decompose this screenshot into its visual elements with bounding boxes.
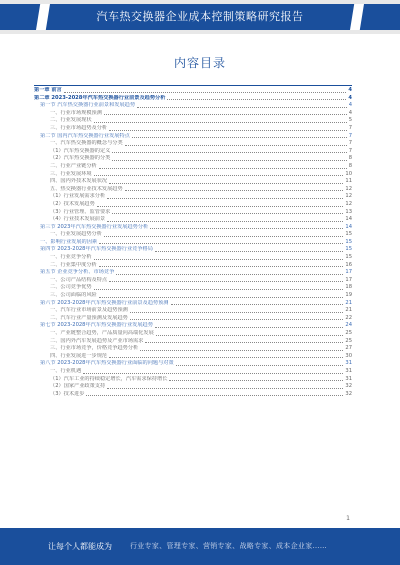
toc-entry[interactable] xyxy=(34,322,352,330)
toc-entry-text: 二、行业产业链分析 xyxy=(50,162,97,169)
page-number: 1 xyxy=(346,515,350,522)
toc-leader-dots xyxy=(99,266,344,267)
toc-entry-text: 三、行业市场趋势及分析 xyxy=(50,124,108,131)
toc-entry[interactable] xyxy=(34,193,352,201)
toc-entry-page: 24 xyxy=(345,322,352,329)
toc-entry-text: （2）技术发展趋势 xyxy=(50,200,95,207)
toc-entry[interactable] xyxy=(34,383,352,391)
toc-entry-page: 11 xyxy=(345,178,352,185)
toc-leader-dots xyxy=(112,213,343,214)
toc-entry-page: 4 xyxy=(348,102,352,109)
toc-entry[interactable] xyxy=(34,87,352,95)
toc-entry-text: 第七节 2023-2028年汽车热交换器行业发展趋势 xyxy=(40,322,153,329)
toc-entry[interactable] xyxy=(34,353,352,361)
toc-entry-page: 32 xyxy=(345,390,352,397)
toc-leader-dots xyxy=(169,380,343,381)
toc-leader-dots xyxy=(64,92,347,93)
toc-entry[interactable] xyxy=(34,201,352,209)
toc-leader-dots xyxy=(94,259,344,260)
page-footer xyxy=(0,528,400,565)
toc-leader-dots xyxy=(137,107,347,108)
toc-entry[interactable] xyxy=(34,345,352,353)
toc-leader-dots xyxy=(125,145,347,146)
document-title: 汽车热交换器企业成本控制策略研究报告 xyxy=(96,10,304,23)
toc-entry-text: 第六节 2023-2028年汽车热交换器行业前景及趋势预测 xyxy=(40,299,169,306)
toc-entry[interactable] xyxy=(34,148,352,156)
toc-entry[interactable] xyxy=(34,163,352,171)
toc-leader-dots xyxy=(155,251,343,252)
toc-entry-text: 第八节 2023-2028年汽车热交换器行业面临的问题与对策 xyxy=(40,360,174,367)
toc-entry-page: 25 xyxy=(345,337,352,344)
toc-entry-page: 19 xyxy=(345,292,352,299)
toc-entry-text: 第四节 2023-2028年汽车热交换器行业竞争格局 xyxy=(40,246,153,253)
toc-leader-dots xyxy=(176,365,344,366)
toc-entry-text: 一、汽车行业市场前景及趋势预测 xyxy=(50,307,128,314)
toc-entry-page: 12 xyxy=(345,193,352,200)
toc-entry-page: 16 xyxy=(345,261,352,268)
toc-leader-dots xyxy=(130,312,344,313)
toc-entry[interactable] xyxy=(34,307,352,315)
toc-entry[interactable] xyxy=(34,209,352,217)
toc-entry-page: 7 xyxy=(348,124,352,131)
toc-leader-dots xyxy=(156,335,344,336)
toc-entry[interactable] xyxy=(34,360,352,368)
toc-entry[interactable] xyxy=(34,102,352,110)
toc-entry-text: 五、热交换器行业技术发展趋势 xyxy=(50,185,123,192)
toc-entry-page: 7 xyxy=(348,140,352,147)
toc-entry-text: 一、行业竞争分析 xyxy=(50,254,92,261)
toc-entry[interactable] xyxy=(34,239,352,247)
toc-entry-text: 三、行业市场竞争，价格竞争趋势分析 xyxy=(50,345,139,352)
toc-leader-dots xyxy=(97,206,344,207)
page-header xyxy=(0,0,400,34)
toc-entry-text: （1）汽车热交换器的定义 xyxy=(50,147,111,154)
toc-entry[interactable] xyxy=(34,292,352,300)
toc-entry-page: 8 xyxy=(348,162,352,169)
toc-entry-page: 17 xyxy=(345,269,352,276)
toc-entry-text: 第一节 汽车热交换器行业前景和发展趋势 xyxy=(40,102,136,109)
toc-leader-dots xyxy=(171,304,344,305)
toc-entry-text: 三、公司面临的风险 xyxy=(50,292,97,299)
toc-entry-text: （1）行业发展需求分析 xyxy=(50,193,106,200)
toc-leader-dots xyxy=(155,327,343,328)
toc-entry-text: 第二节 国内汽车热交换器行业发展特点 xyxy=(40,132,130,139)
toc-entry[interactable] xyxy=(34,254,352,262)
toc-entry[interactable] xyxy=(34,269,352,277)
toc-entry-page: 18 xyxy=(345,284,352,291)
toc-leader-dots xyxy=(99,297,344,298)
toc-entry[interactable] xyxy=(34,376,352,384)
toc-entry[interactable] xyxy=(34,186,352,194)
toc-entry[interactable] xyxy=(34,262,352,270)
toc-entry-text: 第二章 2023-2028年汽车热交换器行业前景及趋势分析 xyxy=(34,94,166,101)
toc-entry-page: 5 xyxy=(348,117,352,124)
toc-entry-text: （2）汽车热交换器的分类 xyxy=(50,155,111,162)
toc-leader-dots xyxy=(99,243,343,244)
toc-entry[interactable] xyxy=(34,300,352,308)
toc-entry-page: 4 xyxy=(348,109,352,116)
toc-entry-page: 30 xyxy=(345,352,352,359)
toc-entry-text: 二、行业集中度分析 xyxy=(50,261,97,268)
toc-entry-text: 第一章 前言 xyxy=(34,87,62,93)
toc-entry-text: 二、国内外汽车发展趋势及产业市场需求 xyxy=(50,337,144,344)
toc-entry-page: 17 xyxy=(345,276,352,283)
toc-entry-text: 一、行业发展趋势分析 xyxy=(50,231,102,238)
toc-leader-dots xyxy=(167,99,346,100)
toc-entry-page: 15 xyxy=(345,231,352,238)
toc-entry[interactable] xyxy=(34,391,352,399)
toc-heading: 内容目录 xyxy=(173,56,226,70)
toc-entry-page: 14 xyxy=(345,223,352,230)
footer-roles: 行业专家、管理专家、营销专家、战略专家、成本企业家…… xyxy=(130,542,328,550)
toc-leader-dots xyxy=(86,395,343,396)
toc-entry-page: 13 xyxy=(345,208,352,215)
toc-entry-page: 27 xyxy=(345,345,352,352)
toc-entry-text: 一、公司产品结构及特点 xyxy=(50,276,108,283)
toc-leader-dots xyxy=(109,130,347,131)
toc-entry-text: 一、行业市场规模预测 xyxy=(50,109,102,116)
toc-entry-page: 31 xyxy=(345,375,352,382)
toc-entry-page: 15 xyxy=(345,238,352,245)
toc-leader-dots xyxy=(150,228,343,229)
toc-leader-dots xyxy=(94,289,344,290)
toc-top-rule xyxy=(34,85,352,86)
toc-leader-dots xyxy=(94,175,344,176)
toc-entry[interactable] xyxy=(34,125,352,133)
toc-entry-text: 一、影响行业发展的因素 xyxy=(40,238,98,245)
toc-entry[interactable] xyxy=(34,231,352,239)
toc-entry[interactable] xyxy=(34,284,352,292)
toc-entry-page: 22 xyxy=(345,314,352,321)
toc-leader-dots xyxy=(125,190,344,191)
toc-leader-dots xyxy=(132,137,347,138)
toc-entry[interactable] xyxy=(34,315,352,323)
toc-entry-text: 第五节 企业竞争分析、市场竞争 xyxy=(40,269,115,276)
toc-leader-dots xyxy=(107,198,343,199)
toc-leader-dots xyxy=(112,160,346,161)
toc-entry[interactable] xyxy=(34,95,352,103)
toc-leader-dots xyxy=(104,114,347,115)
toc-entry[interactable] xyxy=(34,178,352,186)
toc-leader-dots xyxy=(83,373,343,374)
toc-entry-text: 四、国内外技术发展状况 xyxy=(50,178,108,185)
toc-entry-page: 12 xyxy=(345,185,352,192)
toc-entry-page: 7 xyxy=(348,147,352,154)
toc-leader-dots xyxy=(140,350,343,351)
toc-entry[interactable] xyxy=(34,277,352,285)
toc-entry-text: （4）行业技术发展前景 xyxy=(50,216,106,223)
toc-leader-dots xyxy=(130,319,344,320)
toc-entry-page: 8 xyxy=(348,155,352,162)
toc-entry-page: 25 xyxy=(345,330,352,336)
toc-entry-text: 第三节 2023年汽车热交换器行业发展趋势分析 xyxy=(40,223,149,230)
toc-entry[interactable] xyxy=(34,246,352,254)
toc-leader-dots xyxy=(104,236,344,237)
toc-entry-page: 32 xyxy=(345,383,352,390)
toc-rows xyxy=(34,87,352,398)
toc-entry[interactable] xyxy=(34,368,352,376)
footer-slogan: 让每个人都能成为 xyxy=(48,542,112,551)
toc-entry-page: 4 xyxy=(348,94,352,101)
toc-entry[interactable] xyxy=(34,133,352,141)
toc-entry-page: 21 xyxy=(345,299,352,306)
toc-entry-text: （3）行业管理、监管要求 xyxy=(50,208,111,215)
toc-entry-text: 二、公司竞争优势 xyxy=(50,284,92,291)
toc-entry-page: 15 xyxy=(345,254,352,261)
toc-leader-dots xyxy=(107,388,343,389)
toc-entry[interactable] xyxy=(34,330,352,338)
toc-entry-page: 12 xyxy=(345,200,352,207)
toc-entry[interactable] xyxy=(34,224,352,232)
toc-entry-page: 15 xyxy=(345,246,352,253)
toc-entry-page: 31 xyxy=(345,360,352,367)
table-of-contents xyxy=(34,85,352,398)
toc-entry[interactable] xyxy=(34,155,352,163)
toc-entry-text: （1）汽车工业的持续稳定增长，汽车需求保持增长 xyxy=(50,375,168,382)
toc-entry-text: 一、汽车热交换器的概念与分类 xyxy=(50,140,123,147)
toc-entry[interactable] xyxy=(34,117,352,125)
toc-entry-text: 四、行业发展进一步规范 xyxy=(50,352,108,359)
toc-entry-text: 二、汽车行业产量预测及发展趋势 xyxy=(50,314,128,321)
toc-leader-dots xyxy=(112,152,346,153)
toc-entry-text: （3）技术进步 xyxy=(50,390,85,397)
toc-leader-dots xyxy=(99,168,347,169)
toc-leader-dots xyxy=(109,183,343,184)
toc-leader-dots xyxy=(145,342,343,343)
toc-entry-page: 21 xyxy=(345,307,352,314)
toc-entry-page: 4 xyxy=(348,87,352,93)
toc-entry-text: 二、行业发展现状 xyxy=(50,117,92,124)
toc-entry-text: 一、行业机遇 xyxy=(50,367,82,374)
toc-entry-page: 10 xyxy=(345,170,352,177)
toc-leader-dots xyxy=(109,357,343,358)
toc-entry-page: 7 xyxy=(348,132,352,139)
toc-entry-text: （2）国家产业政策支持 xyxy=(50,383,106,390)
toc-entry[interactable] xyxy=(34,110,352,118)
toc-leader-dots xyxy=(94,122,347,123)
toc-entry-text: 三、行业发展环境 xyxy=(50,170,92,177)
toc-entry[interactable] xyxy=(34,338,352,346)
toc-entry-page: 31 xyxy=(345,367,352,374)
toc-leader-dots xyxy=(109,281,343,282)
toc-leader-dots xyxy=(107,221,343,222)
toc-entry[interactable] xyxy=(34,140,352,148)
toc-entry[interactable] xyxy=(34,216,352,224)
toc-entry-page: 14 xyxy=(345,216,352,223)
toc-entry[interactable] xyxy=(34,171,352,179)
toc-leader-dots xyxy=(116,274,343,275)
toc-entry-text: 一、产业链整合趋势，产品质量向高端化发展 xyxy=(50,330,154,336)
